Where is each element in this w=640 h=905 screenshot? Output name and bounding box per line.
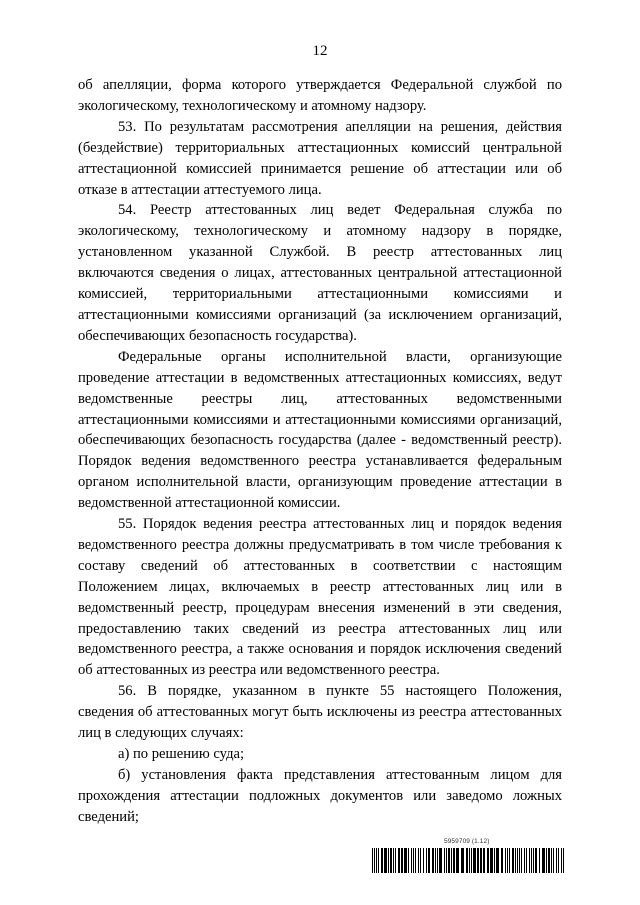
barcode-image bbox=[372, 848, 565, 873]
paragraph-56: 56. В порядке, указанном в пункте 55 настоящего Положения, сведения об аттестованных могут быть исключены из реестра аттестованных лиц в следующих случаях: bbox=[78, 683, 562, 742]
paragraph-55: 55. Порядок ведения реестра аттестованных лиц и порядок ведения ведомственного реестра должны предусматривать в том числе требования к составу сведений об аттестованных в соответствии с настоящим Положением лицах, включаемых в реестр аттестованных лиц или в ведомственный реестр, процедурам внесения изменений в эти сведения, предоставлению таких сведений из реестра аттестованных лиц или ведомственного реестра, а также основания и порядок исключения сведений об аттестованных из реестра или ведомственного реестра. bbox=[78, 516, 562, 679]
page-number: 12 bbox=[312, 43, 328, 59]
document-body bbox=[78, 75, 562, 828]
paragraph-federal-organs: Федеральные органы исполнительной власти, организующие проведение аттестации в ведомственных аттестационных комиссиях, ведут ведомственные реестры лиц, аттестованных ведомственными аттестационными комиссиями и аттестационными комиссиями организаций, обеспечивающих безопасность государства (далее - ведомственный реестр). Порядок ведения ведомственного реестра устанавливается федеральным органом исполнительной власти, организующим проведение аттестации в ведомственной аттестационной комиссии. bbox=[78, 348, 562, 512]
paragraph-56-a: а) по решению суда; bbox=[118, 746, 245, 762]
paragraph-56-b: б) установления факта представления аттестованным лицом для прохождения аттестации подложных документов или заведомо ложных сведений; bbox=[78, 766, 562, 825]
paragraph-54: 54. Реестр аттестованных лиц ведет Федеральная служба по экологическому, технологическому и атомному надзору в порядке, установленном указанной Службой. В реестр аттестованных лиц включаются сведения о лицах, аттестованных центральной аттестационной комиссией, территориальными аттестационными комиссиями и аттестационными комиссиями организаций (за исключением организаций, обеспечивающих безопасность государства). bbox=[78, 202, 562, 344]
paragraph-continuation: об апелляции, форма которого утверждается Федеральной службой по экологическому, технологическому и атомному надзору. bbox=[78, 77, 562, 114]
paragraph-53: 53. По результатам рассмотрения апелляции на решения, действия (бездействие) территориальных аттестационных комиссий центральной аттестационной комиссией принимается решение об аттестации или об отказе в аттестации аттестуемого лица. bbox=[78, 118, 562, 198]
barcode-label: 5959709 (1.12) bbox=[444, 838, 490, 845]
